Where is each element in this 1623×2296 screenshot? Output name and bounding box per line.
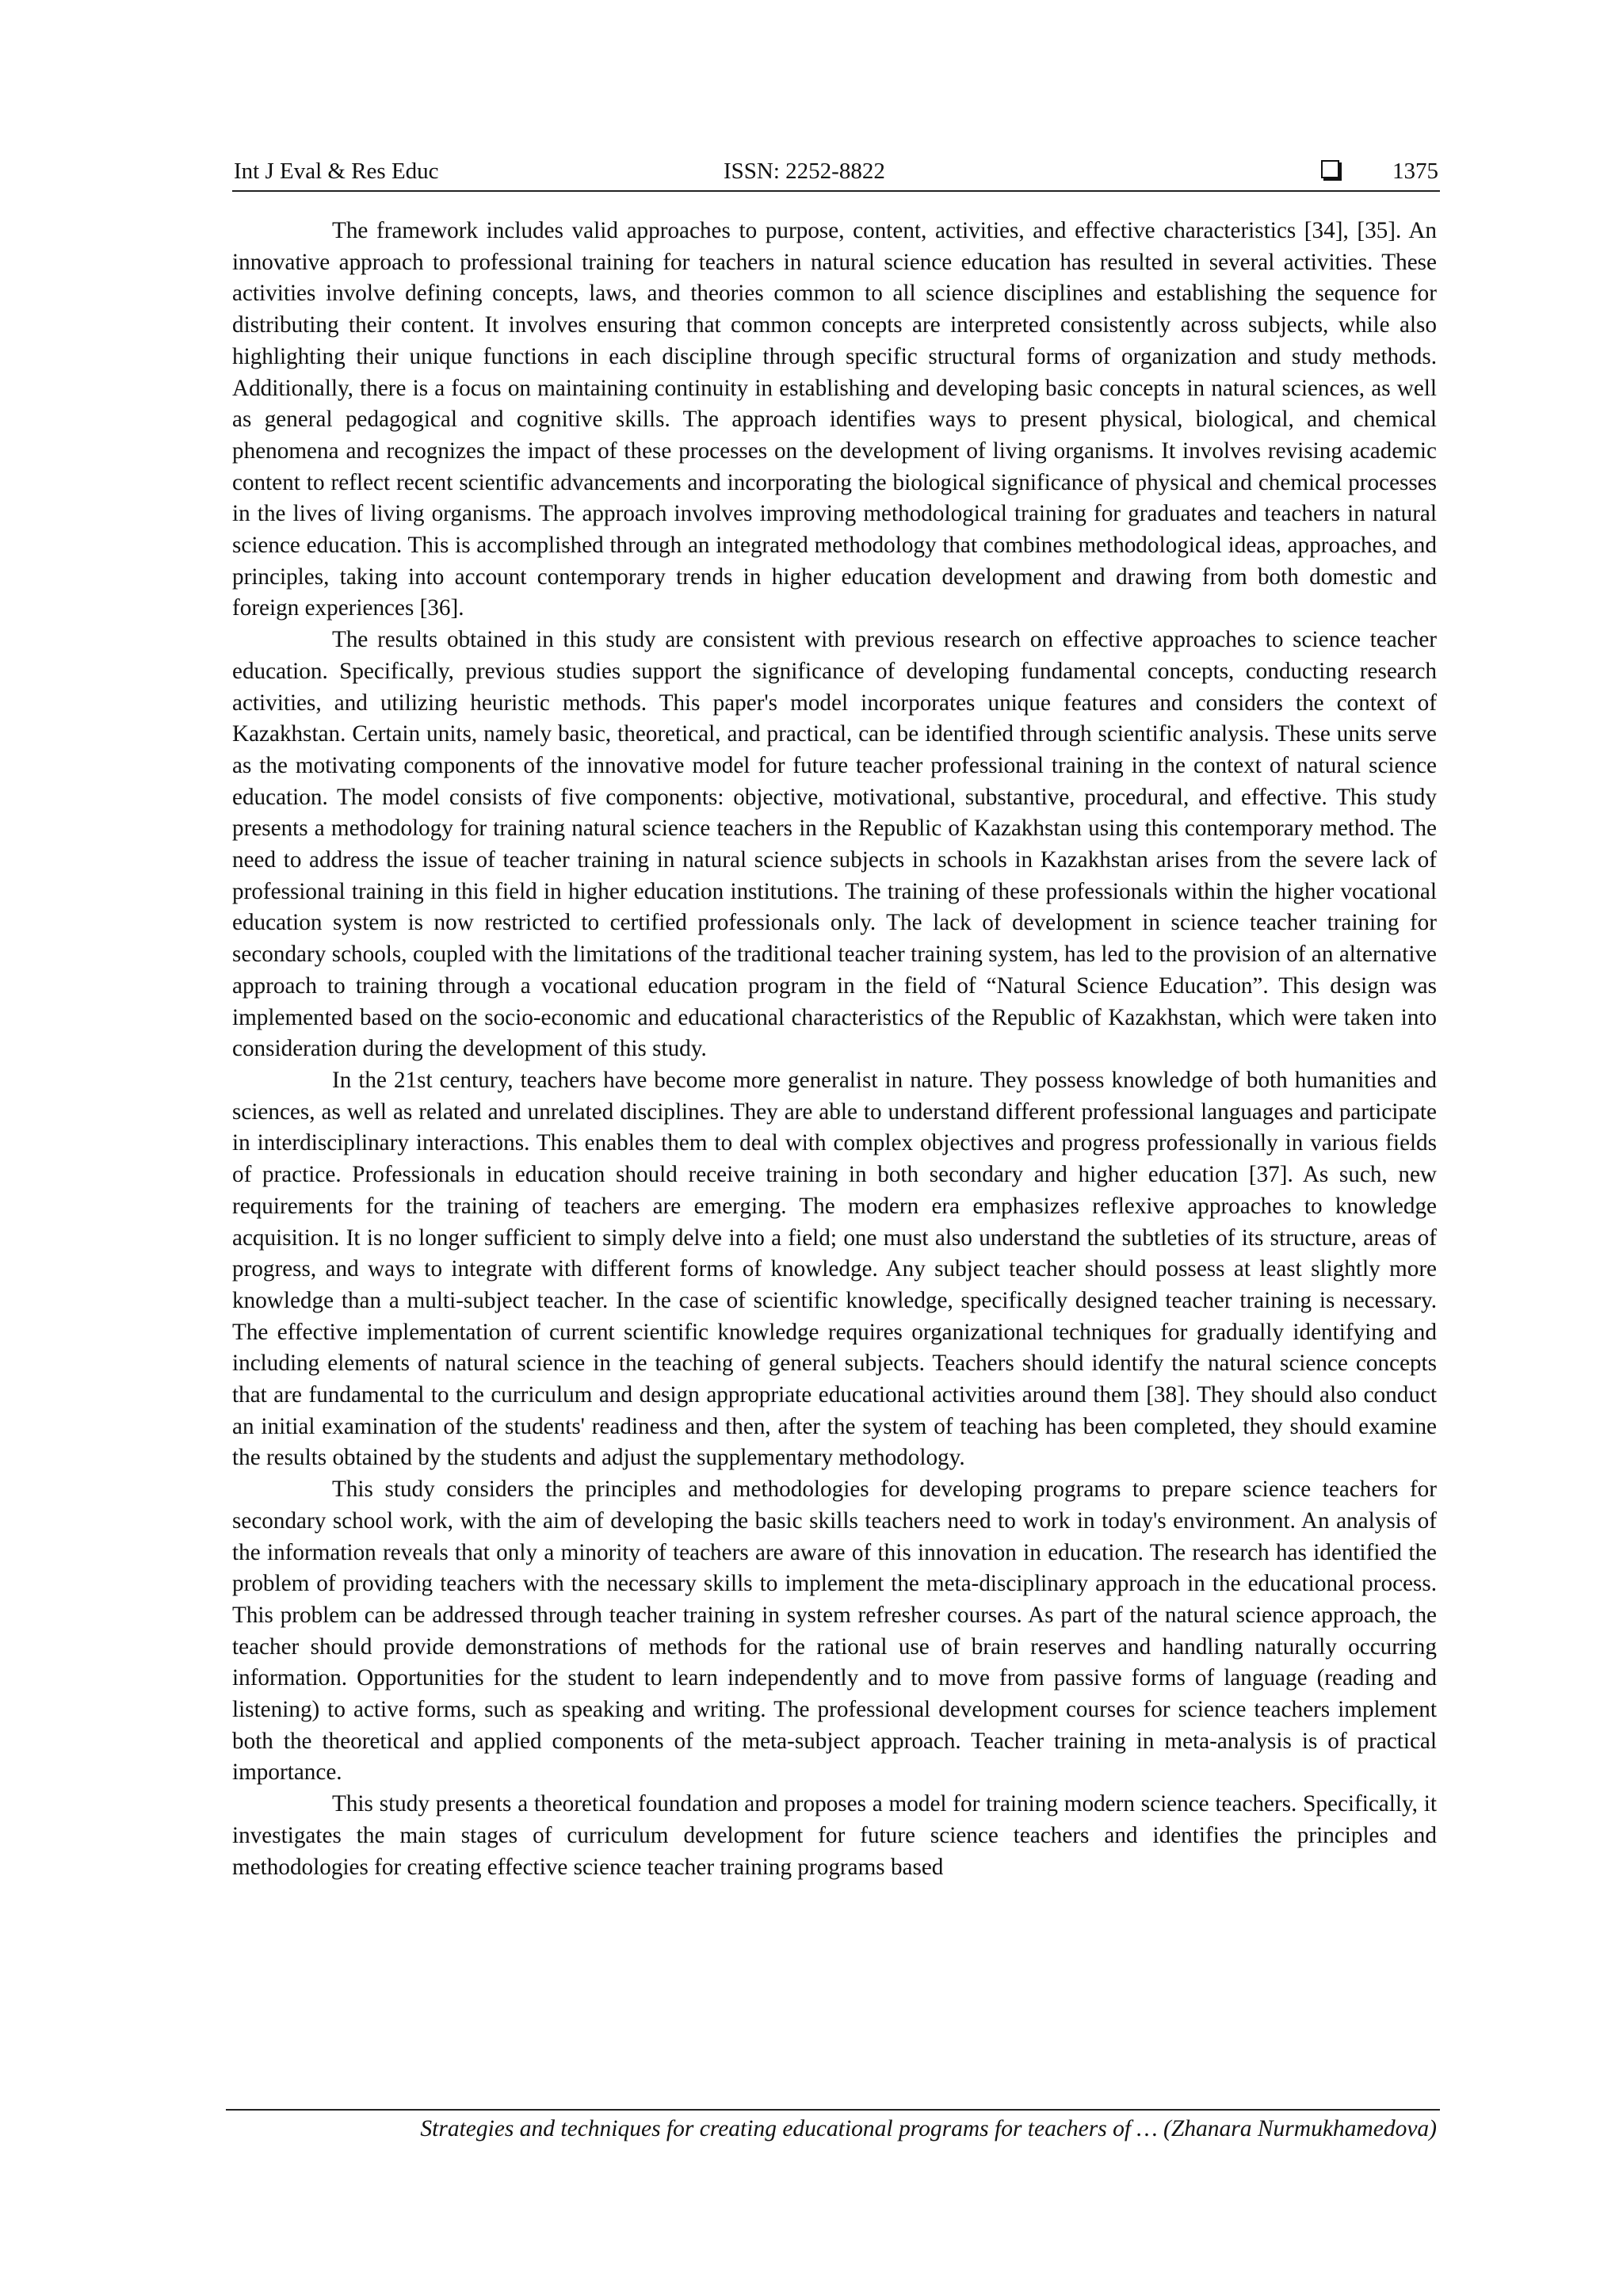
paragraph-5: This study presents a theoretical foundation and proposes a model for training modern science teachers. Specifically, it investigates the main stages of curriculum development for future science teachers and identifies the principles and methodologies for creating effective science teacher training programs based — [232, 1791, 1437, 1880]
paragraph-4: This study considers the principles and methodologies for developing programs to prepare science teachers for secondary school work, with the aim of developing the basic skills teachers need to work in today's environment. An analysis of the information reveals that only a minority of teachers are aware of this innovation in education. The research has identified the problem of providing teachers with the necessary skills to implement the meta-disciplinary approach in the educational process. This problem can be addressed through teacher training in system refresher courses. As part of the natural science approach, the teacher should provide demonstrations of methods for the rational use of brain reserves and handling naturally occurring information. Opportunities for the student to learn independently and to move from passive forms of language (reading and listening) to active forms, such as speaking and writing. The professional development courses for science teachers implement both the theoretical and applied components of the meta-subject approach. Teacher training in meta-analysis is of practical importance. — [232, 1477, 1437, 1786]
page-number: 1375 — [1392, 159, 1438, 184]
page-header — [232, 155, 1440, 192]
body-text — [232, 216, 1437, 1883]
paragraph-1: The framework includes valid approaches to purpose, content, activities, and effective characteristics [34], [35]. An innovative approach to professional training for teachers in natural science education has resulted in several activities. These activities involve defining concepts, laws, and theories common to all science disciplines and establishing the sequence for distributing their content. It involves ensuring that common concepts are interpreted consistently across subjects, while also highlighting their unique functions in each discipline through specific structural forms of organization and study methods. Additionally, there is a focus on maintaining continuity in establishing and developing basic concepts in natural sciences, as well as general pedagogical and cognitive skills. The approach identifies ways to present physical, biological, and chemical phenomena and recognizes the impact of these processes on the development of living organisms. It involves revising academic content to reflect recent scientific advancements and incorporating the biological significance of physical and chemical processes in the lives of living organisms. The approach involves improving methodological training for graduates and teachers in natural science education. This is accomplished through an integrated methodology that combines methodological ideas, approaches, and principles, taking into account contemporary trends in higher education development and drawing from both domestic and foreign experiences [36]. — [232, 218, 1437, 621]
paragraph-2: The results obtained in this study are consistent with previous research on effective approaches to science teacher education. Specifically, previous studies support the significance of developing fundamental concepts, conducting research activities, and utilizing heuristic methods. This paper's model incorporates unique features and considers the context of Kazakhstan. Certain units, namely basic, theoretical, and practical, can be identified through scientific analysis. These units serve as the motivating components of the innovative model for future teacher professional training in the context of natural science education. The model consists of five components: objective, motivational, substantive, procedural, and effective. This study presents a methodology for training natural science teachers in the Republic of Kazakhstan using this contemporary method. The need to address the issue of teacher training in natural science subjects in schools in Kazakhstan arises from the severe lack of professional training in this field in higher education institutions. The training of these professionals within the higher vocational education system is now restricted to certified professionals only. The lack of development in science teacher training for secondary schools, coupled with the limitations of the traditional teacher training system, has led to the provision of an alternative approach to training through a vocational education program in the field of “Natural Science Education”. This design was implemented based on the socio-economic and educational characteristics of the Republic of Kazakhstan, which were taken into consideration during the development of this study. — [232, 627, 1437, 1062]
journal-name: Int J Eval & Res Educ — [234, 159, 439, 184]
checkbox-square-icon — [1321, 160, 1339, 178]
issn-label: ISSN: 2252-8822 — [724, 159, 885, 184]
footer-divider — [226, 2109, 1440, 2111]
paragraph-3: In the 21st century, teachers have become more generalist in nature. They possess knowledge of both humanities and sciences, as well as related and unrelated disciplines. They are able to understand different professional languages and participate in interdisciplinary interactions. This enables them to deal with complex objectives and progress professionally in various fields of practice. Professionals in education should receive training in both secondary and higher education [37]. As such, new requirements for the training of teachers are emerging. The modern era emphasizes reflexive approaches to knowledge acquisition. It is no longer sufficient to simply delve into a field; one must also understand the subtleties of its structure, areas of progress, and ways to integrate with different forms of knowledge. Any subject teacher should possess at least slightly more knowledge than a multi-subject teacher. In the case of scientific knowledge, specifically designed teacher training is necessary. The effective implementation of current scientific knowledge requires organizational techniques for gradually identifying and including elements of natural science in the teaching of general subjects. Teachers should identify the natural science concepts that are fundamental to the curriculum and design appropriate educational activities around them [38]. They should also conduct an initial examination of the students' readiness and then, after the system of teaching has been completed, they should examine the results obtained by the students and adjust the supplementary methodology. — [232, 1067, 1437, 1471]
running-footer: Strategies and techniques for creating educational programs for teachers of … (Zhanara Nurmukhamedova) — [420, 2116, 1437, 2141]
